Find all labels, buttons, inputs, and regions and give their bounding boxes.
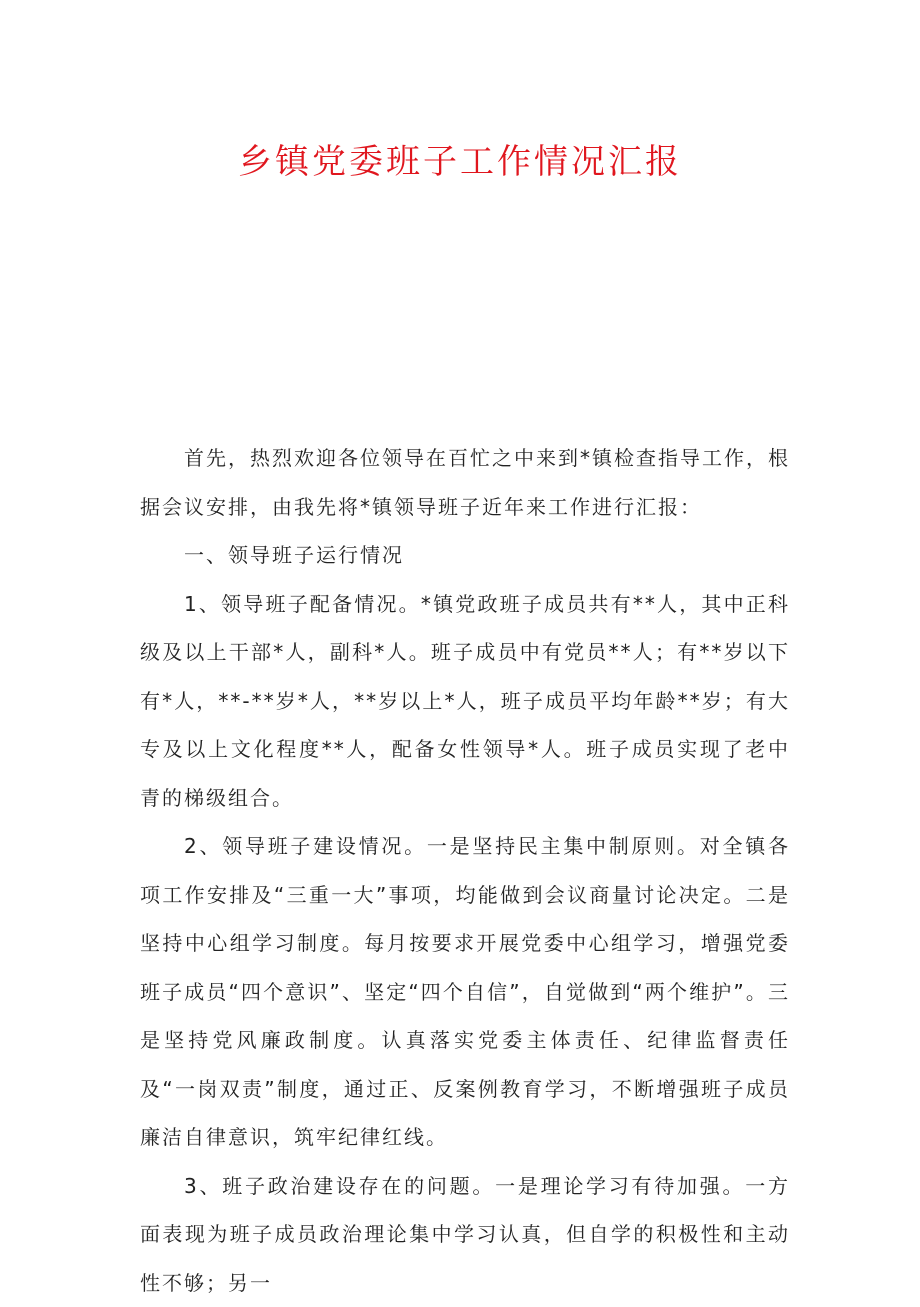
paragraph-team-building: 2、领导班子建设情况。一是坚持民主集中制原则。对全镇各项工作安排及“三重一大”事项，均能做到会议商量讨论决定。二是坚持中心组学习制度。每月按要求开展党委中心组学习，增强党委班子成员“四个意识”、坚定“四个自信”，自觉做到“两个维护”。三是坚持党风廉政制度。认真落实党委主体责任、纪律监督责任及“一岗双责”制度，通过正、反案例教育学习，不断增强班子成员廉洁自律意识，筑牢纪律红线。 bbox=[140, 822, 790, 1162]
paragraph-intro: 首先，热烈欢迎各位领导在百忙之中来到*镇检查指导工作，根据会议安排，由我先将*镇领导班子近年来工作进行汇报： bbox=[140, 434, 790, 531]
paragraph-team-staffing: 1、领导班子配备情况。*镇党政班子成员共有**人，其中正科级及以上干部*人，副科*人。班子成员中有党员**人；有**岁以下有*人，**-**岁*人，**岁以上*人，班子成员平均年龄**岁；有大专及以上文化程度**人，配备女性领导*人。班子成员实现了老中青的梯级组合。 bbox=[140, 580, 790, 823]
paragraph-issues: 3、班子政治建设存在的问题。一是理论学习有待加强。一方面表现为班子成员政治理论集中学习认真，但自学的积极性和主动性不够；另一 bbox=[140, 1162, 790, 1307]
document-title: 乡镇党委班子工作情况汇报 bbox=[0, 138, 920, 186]
document-body bbox=[140, 434, 790, 1307]
section-heading-1: 一、领导班子运行情况 bbox=[140, 531, 790, 580]
